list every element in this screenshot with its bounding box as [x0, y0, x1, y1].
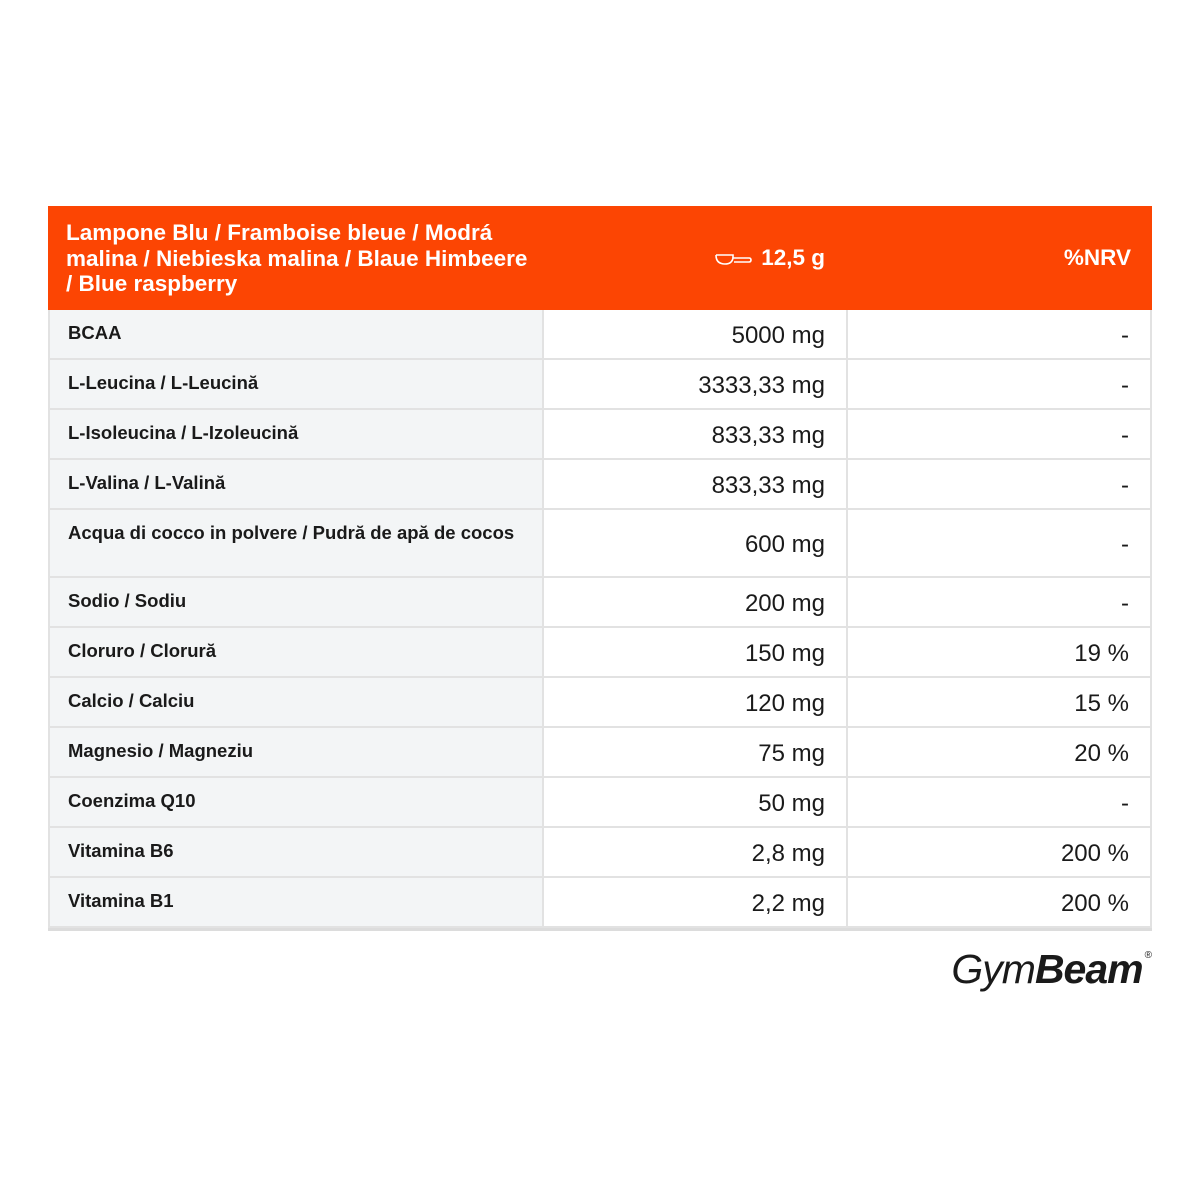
- table-body: [48, 310, 1152, 928]
- nutrient-name: Calcio / Calciu: [48, 678, 542, 726]
- nutrient-nrv: -: [846, 410, 1152, 458]
- nutrient-nrv: 20 %: [846, 728, 1152, 776]
- nutrient-amount: 2,8 mg: [542, 828, 846, 876]
- nrv-header: %NRV: [1063, 245, 1131, 270]
- nutrient-amount: 75 mg: [542, 728, 846, 776]
- table-row: [48, 360, 1152, 410]
- nutrient-amount: 600 mg: [542, 510, 846, 576]
- nutrient-amount: 120 mg: [542, 678, 846, 726]
- nutrient-name: Cloruro / Clorură: [48, 628, 542, 676]
- nutrient-nrv: -: [846, 778, 1152, 826]
- nutrient-name: L-Isoleucina / L-Izoleucină: [48, 410, 542, 458]
- table-row: [48, 828, 1152, 878]
- nutrient-nrv: -: [846, 510, 1152, 576]
- registered-mark: ®: [1144, 950, 1152, 961]
- nutrient-nrv: -: [846, 310, 1152, 358]
- table-row: [48, 460, 1152, 510]
- nutrient-nrv: -: [846, 578, 1152, 626]
- nutrient-name: Vitamina B1: [48, 878, 542, 926]
- nutrient-name: Vitamina B6: [48, 828, 542, 876]
- nutrition-table: [48, 206, 1152, 931]
- nutrient-nrv: -: [846, 360, 1152, 408]
- gymbeam-logo: [951, 946, 1152, 994]
- nutrient-amount: 833,33 mg: [542, 410, 846, 458]
- nutrient-nrv: 200 %: [846, 828, 1152, 876]
- flavor-header: Lampone Blu / Framboise bleue / Modrá malina / Niebieska malina / Blaue Himbeere / Blue raspberry: [66, 220, 528, 296]
- nutrient-amount: 3333,33 mg: [542, 360, 846, 408]
- nutrient-amount: 2,2 mg: [542, 878, 846, 926]
- nutrient-nrv: 200 %: [846, 878, 1152, 926]
- table-row: [48, 778, 1152, 828]
- nutrient-name: Coenzima Q10: [48, 778, 542, 826]
- nutrient-name: Acqua di cocco in polvere / Pudră de apă de cocos: [48, 510, 542, 576]
- nutrient-name: BCAA: [48, 310, 542, 358]
- logo-text-beam: Beam: [1034, 946, 1143, 992]
- table-row: [48, 628, 1152, 678]
- serving-header: [542, 206, 846, 310]
- nutrient-name: L-Leucina / L-Leucină: [48, 360, 542, 408]
- nutrient-amount: 150 mg: [542, 628, 846, 676]
- nutrient-name: L-Valina / L-Valină: [48, 460, 542, 508]
- nutrient-amount: 200 mg: [542, 578, 846, 626]
- table-row: [48, 578, 1152, 628]
- table-row: [48, 310, 1152, 360]
- nutrient-name: Sodio / Sodiu: [48, 578, 542, 626]
- nutrient-nrv: 15 %: [846, 678, 1152, 726]
- nutrient-nrv: -: [846, 460, 1152, 508]
- nutrient-amount: 5000 mg: [542, 310, 846, 358]
- table-row: [48, 410, 1152, 460]
- table-row: [48, 510, 1152, 578]
- logo-text-gym: Gym: [951, 946, 1035, 992]
- nutrient-amount: 50 mg: [542, 778, 846, 826]
- table-row: [48, 728, 1152, 778]
- scoop-icon: [714, 249, 752, 267]
- table-header: [48, 206, 1152, 310]
- nutrient-nrv: 19 %: [846, 628, 1152, 676]
- table-row: [48, 678, 1152, 728]
- serving-size: 12,5 g: [761, 245, 825, 270]
- nutrient-amount: 833,33 mg: [542, 460, 846, 508]
- nutrient-name: Magnesio / Magneziu: [48, 728, 542, 776]
- table-row: [48, 878, 1152, 928]
